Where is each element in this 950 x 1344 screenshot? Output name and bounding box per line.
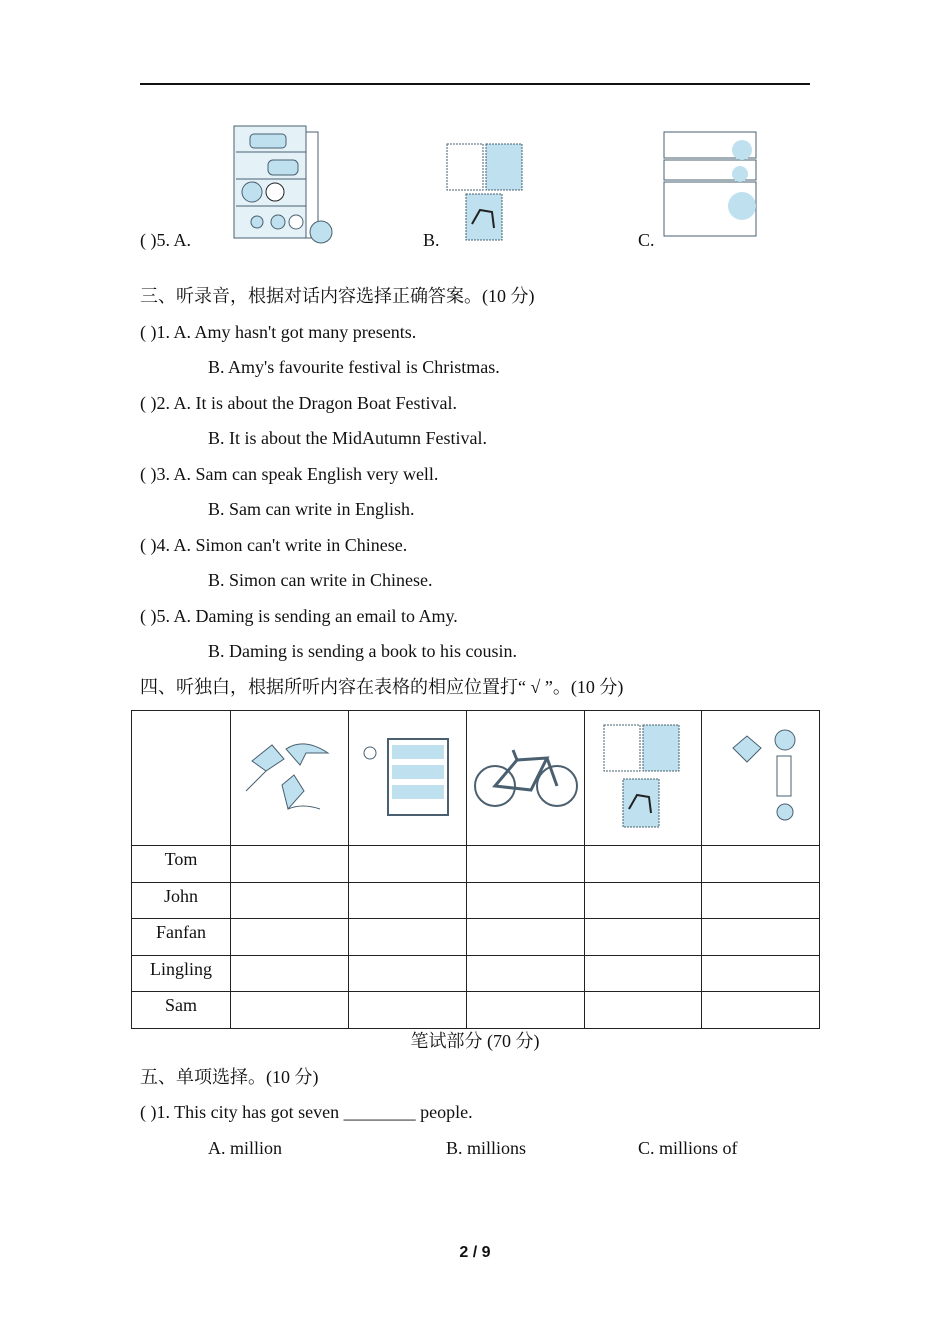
- page-number: 2 / 9: [459, 1244, 491, 1261]
- stamps-picture: [603, 723, 683, 829]
- s5-q1-option-b: B. millions: [446, 1138, 527, 1158]
- section4-heading: 四、听独白，根据所听内容在表格的相应位置打“ √ ”。(10 分): [140, 677, 624, 697]
- s3-q5-b: B. Daming is sending a book to his cousin.: [208, 641, 517, 661]
- row-name: John: [132, 882, 231, 919]
- s3-q3-b: B. Sam can write in English.: [208, 499, 415, 519]
- table-row: [132, 992, 820, 1029]
- s3-q3-a: ( )3. A. Sam can speak English very well.: [140, 464, 439, 484]
- kites-picture: [242, 731, 338, 821]
- s3-q4-a: ( )4. A. Simon can't write in Chinese.: [140, 535, 408, 555]
- chinese-knot-picture: [713, 726, 809, 826]
- kites-cell: [231, 711, 349, 846]
- bicycle-picture: [471, 736, 581, 816]
- section5-heading: 五、单项选择。(10 分): [140, 1067, 319, 1087]
- row-name: Fanfan: [132, 919, 231, 956]
- row-name: Lingling: [132, 955, 231, 992]
- table-row: [132, 955, 820, 992]
- chinese-knot-cell: [702, 711, 820, 846]
- row-name: Tom: [132, 846, 231, 883]
- toy-shelf-picture: [232, 124, 336, 246]
- bicycle-cell: [467, 711, 585, 846]
- section3-heading: 三、听录音，根据对话内容选择正确答案。(10 分): [140, 286, 535, 306]
- table-row: [132, 846, 820, 883]
- s3-q2-a: ( )2. A. It is about the Dragon Boat Festival.: [140, 393, 457, 413]
- s3-q5-a: ( )5. A. Daming is sending an email to Amy.: [140, 606, 458, 626]
- s3-q2-b: B. It is about the MidAutumn Festival.: [208, 428, 487, 448]
- table-row: [132, 919, 820, 956]
- q5-option-c: C.: [638, 230, 655, 250]
- s5-q1-option-a: A. million: [208, 1138, 283, 1158]
- stamps-picture: [446, 142, 526, 242]
- s3-q1-b: B. Amy's favourite festival is Christmas.: [208, 357, 500, 377]
- bookcase-cell: [349, 711, 467, 846]
- s5-q1: ( )1. This city has got seven ________ people.: [140, 1102, 473, 1122]
- letters-picture: [662, 130, 758, 240]
- header-rule: [140, 83, 810, 85]
- written-part-title: 笔试部分 (70 分): [410, 1031, 540, 1051]
- s3-q1-a: ( )1. A. Amy hasn't got many presents.: [140, 322, 417, 342]
- s5-q1-option-c: C. millions of: [638, 1138, 738, 1158]
- table-row: [132, 882, 820, 919]
- q5-label: ( )5. A.: [140, 230, 191, 250]
- s3-q4-b: B. Simon can write in Chinese.: [208, 570, 433, 590]
- corner-cell: [132, 711, 231, 846]
- stamps-cell: [585, 711, 702, 846]
- check-table: [131, 710, 820, 1029]
- q5-option-b: B.: [423, 230, 440, 250]
- bookcase-picture: [360, 731, 456, 821]
- row-name: Sam: [132, 992, 231, 1029]
